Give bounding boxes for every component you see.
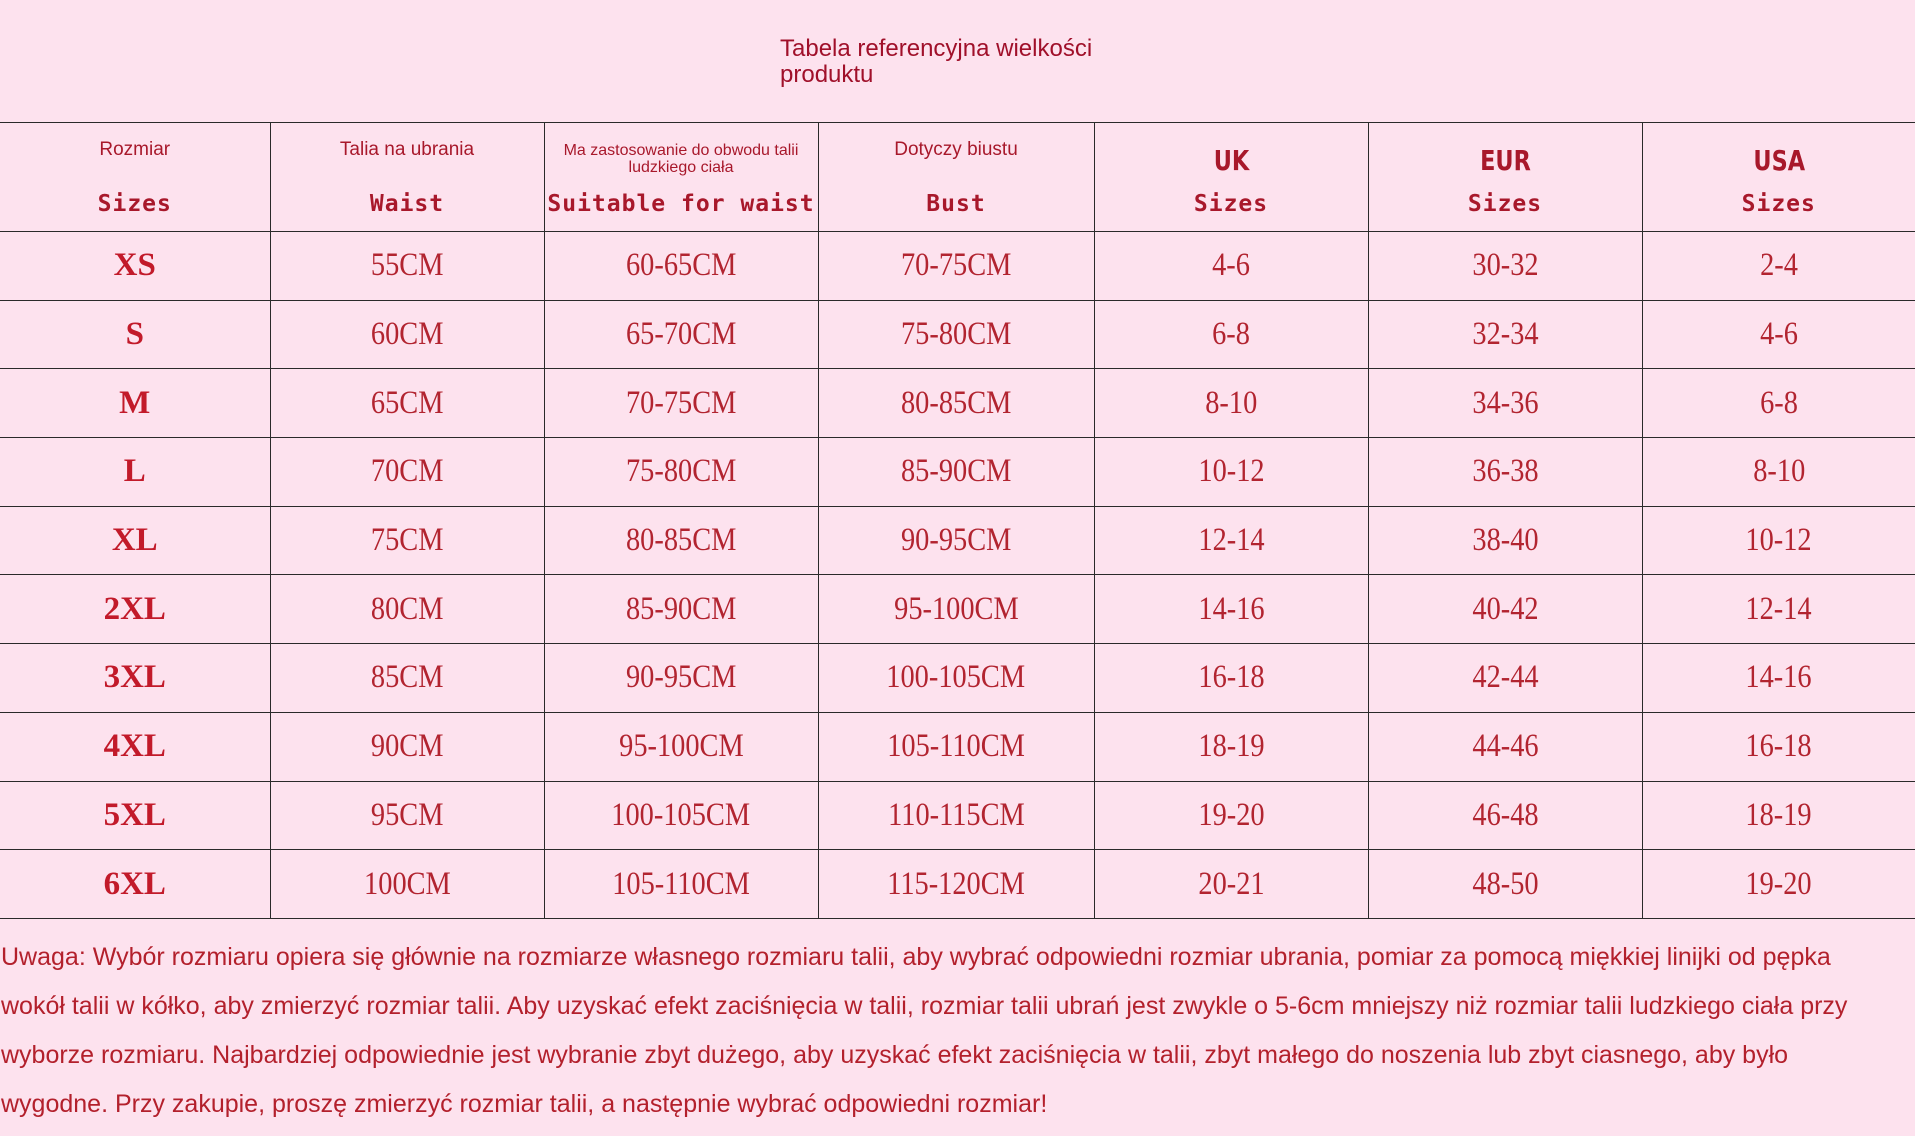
cell-uk-value: 10-12	[1197, 453, 1265, 490]
cell-usa-value: 19-20	[1745, 865, 1812, 902]
page-title-line-1: Tabela referencyjna wielkości	[780, 35, 1093, 62]
cell-waist-value: 80CM	[370, 590, 444, 627]
cell-suitable-waist	[544, 369, 818, 438]
table-header	[0, 123, 1915, 232]
cell-suitable-waist-value: 65-70CM	[625, 316, 737, 353]
cell-bust-value: 70-75CM	[900, 247, 1012, 284]
cell-eur-value: 32-34	[1471, 316, 1539, 353]
cell-waist-value: 55CM	[370, 247, 444, 284]
cell-eur-value: 48-50	[1471, 865, 1539, 902]
header-row	[0, 123, 1915, 232]
cell-eur-value: 38-40	[1471, 522, 1539, 559]
cell-waist	[270, 232, 544, 301]
header-suitable-waist	[544, 123, 818, 232]
cell-uk	[1094, 575, 1368, 644]
cell-size	[0, 850, 270, 919]
cell-waist-value: 85CM	[370, 659, 444, 696]
cell-size-value: 4XL	[103, 728, 166, 765]
cell-suitable-waist-value: 80-85CM	[625, 522, 737, 559]
cell-eur-value: 44-46	[1471, 728, 1539, 765]
cell-size-value: 3XL	[103, 659, 166, 696]
cell-eur	[1368, 232, 1642, 301]
cell-usa	[1642, 575, 1915, 644]
cell-size-value: S	[125, 316, 144, 353]
header-uk-sizes: Sizes	[1193, 191, 1269, 217]
cell-uk-value: 20-21	[1197, 865, 1265, 902]
cell-usa-value: 18-19	[1745, 796, 1812, 833]
header-uk-label: UK	[1213, 144, 1249, 177]
cell-eur	[1368, 575, 1642, 644]
cell-usa-value: 14-16	[1745, 659, 1812, 696]
cell-suitable-waist-value: 105-110CM	[612, 865, 750, 902]
cell-eur-value: 30-32	[1471, 247, 1539, 284]
cell-size-value: L	[123, 453, 146, 490]
table-row	[0, 712, 1915, 781]
header-eur-label: EUR	[1479, 144, 1531, 177]
page-title-line-2: produktu	[780, 61, 874, 88]
cell-size-value: 5XL	[103, 796, 166, 833]
table-row	[0, 232, 1915, 301]
cell-usa-value: 16-18	[1745, 728, 1812, 765]
cell-uk-value: 12-14	[1197, 522, 1265, 559]
cell-usa-value: 10-12	[1745, 522, 1812, 559]
cell-suitable-waist	[544, 438, 818, 507]
cell-bust	[818, 506, 1094, 575]
cell-uk	[1094, 300, 1368, 369]
cell-bust	[818, 850, 1094, 919]
cell-usa	[1642, 300, 1915, 369]
cell-usa	[1642, 369, 1915, 438]
cell-uk	[1094, 369, 1368, 438]
cell-usa	[1642, 850, 1915, 919]
cell-waist-value: 75CM	[370, 522, 444, 559]
table-row	[0, 369, 1915, 438]
cell-size	[0, 438, 270, 507]
cell-eur-value: 42-44	[1471, 659, 1539, 696]
cell-uk-value: 16-18	[1197, 659, 1265, 696]
cell-bust-value: 100-105CM	[886, 659, 1026, 696]
cell-eur-value: 40-42	[1471, 590, 1539, 627]
cell-waist-value: 95CM	[370, 796, 444, 833]
cell-uk-value: 6-8	[1212, 316, 1250, 353]
cell-eur	[1368, 506, 1642, 575]
cell-usa-value: 2-4	[1759, 247, 1798, 284]
cell-size	[0, 781, 270, 850]
cell-eur-value: 46-48	[1471, 796, 1539, 833]
cell-bust	[818, 575, 1094, 644]
cell-suitable-waist-value: 75-80CM	[625, 453, 737, 490]
cell-suitable-waist	[544, 232, 818, 301]
cell-bust	[818, 712, 1094, 781]
cell-eur	[1368, 712, 1642, 781]
cell-eur	[1368, 438, 1642, 507]
cell-uk-value: 4-6	[1212, 247, 1250, 284]
cell-uk	[1094, 438, 1368, 507]
table-row	[0, 300, 1915, 369]
header-eur-sizes: Sizes	[1467, 191, 1543, 217]
page-title	[780, 36, 1140, 88]
cell-size	[0, 712, 270, 781]
cell-bust-value: 85-90CM	[900, 453, 1012, 490]
cell-bust-value: 115-120CM	[887, 865, 1025, 902]
size-chart-table	[0, 122, 1915, 919]
header-usa-sizes: Sizes	[1741, 191, 1816, 217]
cell-waist	[270, 781, 544, 850]
header-bust	[818, 123, 1094, 232]
cell-uk	[1094, 850, 1368, 919]
cell-size-value: 2XL	[103, 590, 166, 627]
table-row	[0, 850, 1915, 919]
cell-eur	[1368, 850, 1642, 919]
cell-bust	[818, 232, 1094, 301]
cell-waist	[270, 369, 544, 438]
cell-suitable-waist-value: 90-95CM	[625, 659, 737, 696]
header-suitable-waist-en: Suitable for waist	[547, 191, 815, 217]
table-row	[0, 438, 1915, 507]
cell-suitable-waist-value: 70-75CM	[625, 384, 737, 421]
cell-bust-value: 105-110CM	[887, 728, 1025, 765]
cell-suitable-waist-value: 100-105CM	[611, 796, 751, 833]
cell-bust	[818, 369, 1094, 438]
header-suitable-waist-pl: Ma zastosowanie do obwodu talii ludzkiego ciała	[563, 142, 799, 176]
cell-uk-value: 8-10	[1204, 384, 1258, 421]
cell-waist	[270, 575, 544, 644]
cell-waist-value: 100CM	[363, 865, 451, 902]
cell-waist-value: 90CM	[370, 728, 444, 765]
cell-size-value: 6XL	[103, 865, 166, 902]
cell-waist	[270, 850, 544, 919]
cell-waist-value: 60CM	[370, 316, 444, 353]
cell-suitable-waist-value: 60-65CM	[625, 247, 737, 284]
header-waist-pl: Talia na ubrania	[339, 139, 475, 160]
cell-size	[0, 232, 270, 301]
cell-eur	[1368, 300, 1642, 369]
cell-eur	[1368, 644, 1642, 713]
table-body	[0, 232, 1915, 919]
cell-suitable-waist	[544, 712, 818, 781]
cell-usa-value: 6-8	[1759, 384, 1798, 421]
cell-usa-value: 12-14	[1745, 590, 1812, 627]
cell-uk-value: 18-19	[1197, 728, 1265, 765]
cell-bust-value: 95-100CM	[893, 590, 1019, 627]
cell-suitable-waist	[544, 850, 818, 919]
table-row	[0, 781, 1915, 850]
cell-waist	[270, 506, 544, 575]
cell-suitable-waist-value: 85-90CM	[625, 590, 737, 627]
cell-waist	[270, 438, 544, 507]
cell-usa	[1642, 506, 1915, 575]
header-bust-pl: Dotyczy biustu	[894, 139, 1018, 160]
cell-size-value: XL	[111, 522, 158, 559]
cell-bust	[818, 781, 1094, 850]
table-row	[0, 644, 1915, 713]
cell-usa	[1642, 232, 1915, 301]
table-row	[0, 506, 1915, 575]
header-usa-label: USA	[1752, 144, 1805, 177]
cell-bust	[818, 644, 1094, 713]
header-uk	[1094, 123, 1368, 232]
cell-bust-value: 80-85CM	[900, 384, 1012, 421]
cell-uk-value: 19-20	[1197, 796, 1265, 833]
header-waist	[270, 123, 544, 232]
cell-uk-value: 14-16	[1197, 590, 1265, 627]
cell-suitable-waist	[544, 300, 818, 369]
cell-eur	[1368, 781, 1642, 850]
cell-size	[0, 644, 270, 713]
cell-eur-value: 36-38	[1471, 453, 1539, 490]
cell-suitable-waist	[544, 644, 818, 713]
cell-usa	[1642, 438, 1915, 507]
cell-size	[0, 300, 270, 369]
cell-waist-value: 65CM	[370, 384, 444, 421]
cell-suitable-waist	[544, 781, 818, 850]
cell-bust	[818, 300, 1094, 369]
header-bust-en: Bust	[926, 191, 986, 217]
header-size	[0, 123, 270, 232]
cell-uk	[1094, 781, 1368, 850]
cell-usa	[1642, 644, 1915, 713]
cell-suitable-waist	[544, 506, 818, 575]
cell-size-value: XS	[113, 247, 156, 284]
cell-uk	[1094, 712, 1368, 781]
sizing-note: Uwaga: Wybór rozmiaru opiera się głównie na rozmiarze własnego rozmiaru talii, aby wybrać odpowiedni rozmiar ubrania, pomiar za pomocą miękkiej linijki od pępka wokół talii w kółko, aby zmierzyć rozmiar talii. Aby uzyskać efekt zaciśnięcia w talii, rozmiar talii ubrań jest zwykle o 5-6cm mniejszy niż rozmiar talii ludzkiego ciała przy wyborze rozmiaru. Najbardziej odpowiednie jest wybranie zbyt dużego, aby uzyskać efekt zaciśnięcia w talii, zbyt małego do noszenia lub zbyt ciasnego, aby było wygodne. Przy zakupie, proszę zmierzyć rozmiar talii, a następnie wybrać odpowiedni rozmiar!	[1, 943, 1848, 1118]
header-size-en: Sizes	[97, 191, 172, 217]
cell-bust-value: 75-80CM	[900, 316, 1012, 353]
cell-size	[0, 575, 270, 644]
cell-waist	[270, 712, 544, 781]
cell-eur-value: 34-36	[1471, 384, 1539, 421]
cell-usa	[1642, 712, 1915, 781]
cell-suitable-waist-value: 95-100CM	[618, 728, 744, 765]
header-usa	[1642, 123, 1915, 232]
cell-eur	[1368, 369, 1642, 438]
cell-uk	[1094, 506, 1368, 575]
cell-size-value: M	[119, 384, 151, 421]
cell-waist	[270, 300, 544, 369]
cell-uk	[1094, 232, 1368, 301]
cell-usa-value: 8-10	[1752, 453, 1805, 490]
header-eur	[1368, 123, 1642, 232]
table-row	[0, 575, 1915, 644]
cell-size	[0, 506, 270, 575]
cell-size	[0, 369, 270, 438]
cell-usa	[1642, 781, 1915, 850]
cell-bust	[818, 438, 1094, 507]
cell-bust-value: 110-115CM	[887, 796, 1025, 833]
cell-waist-value: 70CM	[370, 453, 444, 490]
cell-uk	[1094, 644, 1368, 713]
header-waist-en: Waist	[369, 191, 445, 217]
header-size-pl: Rozmiar	[99, 139, 171, 160]
cell-bust-value: 90-95CM	[900, 522, 1012, 559]
cell-waist	[270, 644, 544, 713]
cell-suitable-waist	[544, 575, 818, 644]
cell-usa-value: 4-6	[1759, 316, 1798, 353]
